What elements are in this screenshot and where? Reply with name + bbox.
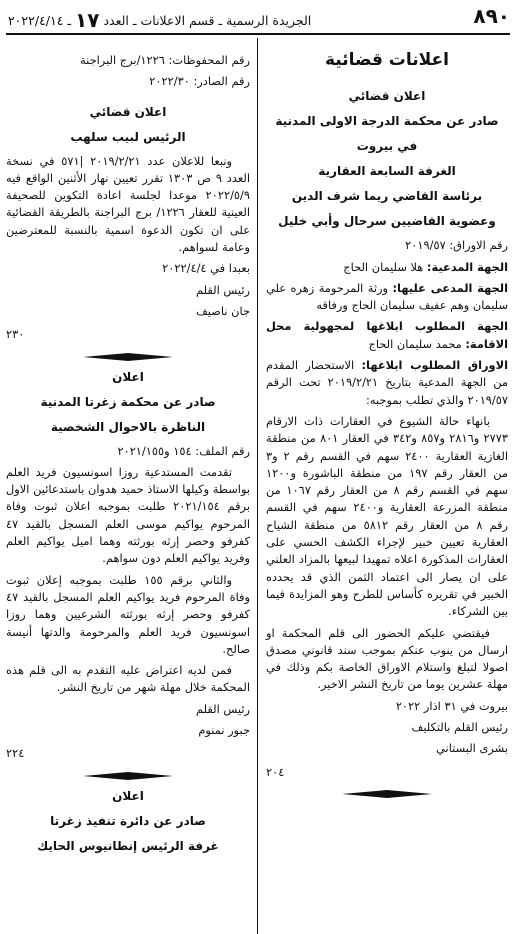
papers-label: الاوراق المطلوب ابلاغها: <box>361 358 509 373</box>
section-title: اعلانات قضائية <box>324 50 449 70</box>
running-header-text: الجريدة الرسمية ـ قسم الاعلانات ـ العدد <box>103 13 312 28</box>
notify-value: محمد سليمان الحاج <box>368 336 462 351</box>
notice-room: غرفة الرئيس إنطانيوس الحايك <box>37 838 219 853</box>
signature-name: جبور نمنوم <box>198 723 250 738</box>
papers-line <box>266 357 508 409</box>
defendant-line <box>266 280 508 315</box>
claimant-value: هلا سليمان الحاج <box>343 259 424 274</box>
notice-title: اعلان قضائي <box>348 89 426 104</box>
header-rule <box>6 33 510 35</box>
right-column <box>266 44 508 805</box>
notice-reference: ٢٠٤ <box>266 764 285 779</box>
notify-label: الجهة المطلوب ابلاغها لمجهولية محل الاقامة: <box>266 319 508 351</box>
notice-reference: ٢٣٠ <box>6 327 25 342</box>
notice-body: ونبعا للاعلان عدد ٢٠١٩/٢/٢١ |٥٧١ في نسخة العدد ٩ ص ١٣٠٣ تقرر تعيين نهار الأثنين الواقع فيه ٢٠٢٢/٥/٩ موعدا لجلسة اعادة التكوين للصحيفة العينية للعقار ١٢٢٦/ برج البراجنة بالطريقة القضائية على ان تكون الدعوة اسمية بالنسبة للمعترضين وعامة لسواهم. <box>6 153 250 255</box>
notice-issuer: صادر عن دائرة تنفيذ زغرتا <box>50 813 206 828</box>
signature-title: رئيس القلم <box>196 701 250 716</box>
separator-ornament <box>6 767 250 785</box>
notice-city: في بيروت <box>356 139 418 154</box>
notice-room: الناظرة بالاحوال الشخصية <box>50 419 206 434</box>
running-header <box>8 8 311 32</box>
notice-president: الرئيس لبيب سلهب <box>70 129 186 144</box>
notice-date: بعبدا في ٢٠٢٢/٤/٤ <box>162 261 250 276</box>
papers-value: الاستحضار المقدم من الجهة المدعية بتاريخ ٢٠١٩/٢/٢١ تحت الرقم ٢٠١٩/٥٧ والذي تطلب بموجبه: <box>266 358 508 407</box>
notice-reference: ٢٢٤ <box>6 746 25 761</box>
left-column <box>6 52 250 862</box>
notice-body-2: والثاني برقم ١٥٥ طلبت بموجبه إعلان ثبوت وفاة المرحوم فريد يواكيم العلم المسجل بالقيد ٤٧ كفرفو وحصر إرثه بورثته الشرعيين وهما روزا اسونسيون فريد العلم والمرحومة والدتها أنيسة صالح. <box>6 572 250 656</box>
issue-date: ـ ٢٠٢٢/٤/١٤ <box>8 13 72 28</box>
notice-summons: فيقتضي عليكم الحضور الى قلم المحكمة او ارسال من ينوب عنكم بموجب سند قانوني مصدق اصولا لتبلغ واستلام الاوراق الخاصة بكم وذلك في مهلة عشرين يوما من تاريخ النشر الاخير. <box>266 625 508 692</box>
notice-title: اعلان قضائي <box>89 104 167 119</box>
notice-issuer: صادر عن محكمة الدرجة الاولى المدنية <box>275 114 499 129</box>
separator-ornament <box>266 785 508 803</box>
page-header <box>0 0 516 32</box>
signature-name: بشرى البستاني <box>436 741 508 756</box>
notice-date: بيروت في ٣١ اذار ٢٠٢٢ <box>395 698 508 713</box>
papers-number: رقم الاوراق: ٢٠١٩/٥٧ <box>405 238 508 253</box>
archive-number: رقم المحفوظات: ١٢٢٦/برج البراجنة <box>80 53 250 67</box>
separator-ornament <box>6 348 250 366</box>
signature-title: رئيس القلم <box>196 282 250 297</box>
notice-body: بانهاء حالة الشيوع في العقارات ذات الارقام ٢٧٧٣ و٢٨١٦ و٨٥٧ و٣٤٢ في العقار ٨٠١ من منطقة الغازية العقارية ٢٤٠٠ سهم في القسم رقم ٢ و٣ من العقار رقم ١٩٧ من منطقة الباشورة و١٢٠٠ سهم في القسم رقم ٨ من العقار رقم ١٠٦٧ من منطقة المزرعة العقارية و٢٤٠٠ سهم في القسم رقم ٨ من العقار رقم ٥٨١٢ من منطقة الشياح العقارية تعيين خبير لإجراء الكشف الحسي على العقارات المذكورة اعلاه تمهيدا لبيعها بالمزاد العلني على ان يصار الى اعتماد الثمن الذي قد يحدده الخبير في تقريره كأساس للطرح وهو المزايدة فيما بين الشركاء. <box>266 413 509 619</box>
notice-members: وعضوية القاضيين سرحال وأبي خليل <box>278 214 496 229</box>
notice-body: تقدمت المستدعية روزا اسونسيون فريد العلم بواسطة وكيلها الاستاذ حميد هدوان باستدعائين الاول برقم ٢٠٢١/١٥٤ طلبت بموجبه اعلان ثبوت وفاة المرحوم يواكيم موسى العلم المسجل بالقيد ٤٧ كفرفو وحصر إرثه بورثته وهما اميل يواكيم العلم وفريد يواكيم العلم دون سواهم. <box>6 464 251 566</box>
outgoing-number: رقم الصادر: ٢٠٢٢/٣٠ <box>149 74 250 89</box>
notice-room: الغرفة السابعة العقارية <box>318 164 456 179</box>
notice-president: برئاسة القاضي ريما شرف الدين <box>291 189 483 204</box>
column-divider <box>257 38 258 934</box>
notify-line <box>266 318 508 353</box>
notice-title: اعلان <box>112 369 144 384</box>
claimant-line <box>266 259 508 276</box>
defendant-value: ورثة المرحومة زهره علي سليمان وهم عفيف سليمان الحاج ورفاقه <box>266 280 508 313</box>
defendant-label: الجهة المدعى عليها: <box>392 280 508 295</box>
page-number: ٨٩٠ <box>473 4 510 28</box>
notice-objection: فمن لديه اعتراض عليه التقدم به الى قلم هذه المحكمة خلال مهلة شهر من تاريخ النشر. <box>6 663 250 695</box>
file-number: رقم الملف: ١٥٤ و٢٠٢١/١٥٥ <box>117 443 250 458</box>
notice-title: اعلان <box>112 788 144 803</box>
notice-issuer: صادر عن محكمة زغرتا المدنية <box>40 394 216 409</box>
issue-number: ١٧ <box>75 8 100 32</box>
signature-name: جان ناصيف <box>195 303 250 318</box>
claimant-label: الجهة المدعية: <box>426 259 508 274</box>
signature-title: رئيس القلم بالتكليف <box>411 720 508 735</box>
